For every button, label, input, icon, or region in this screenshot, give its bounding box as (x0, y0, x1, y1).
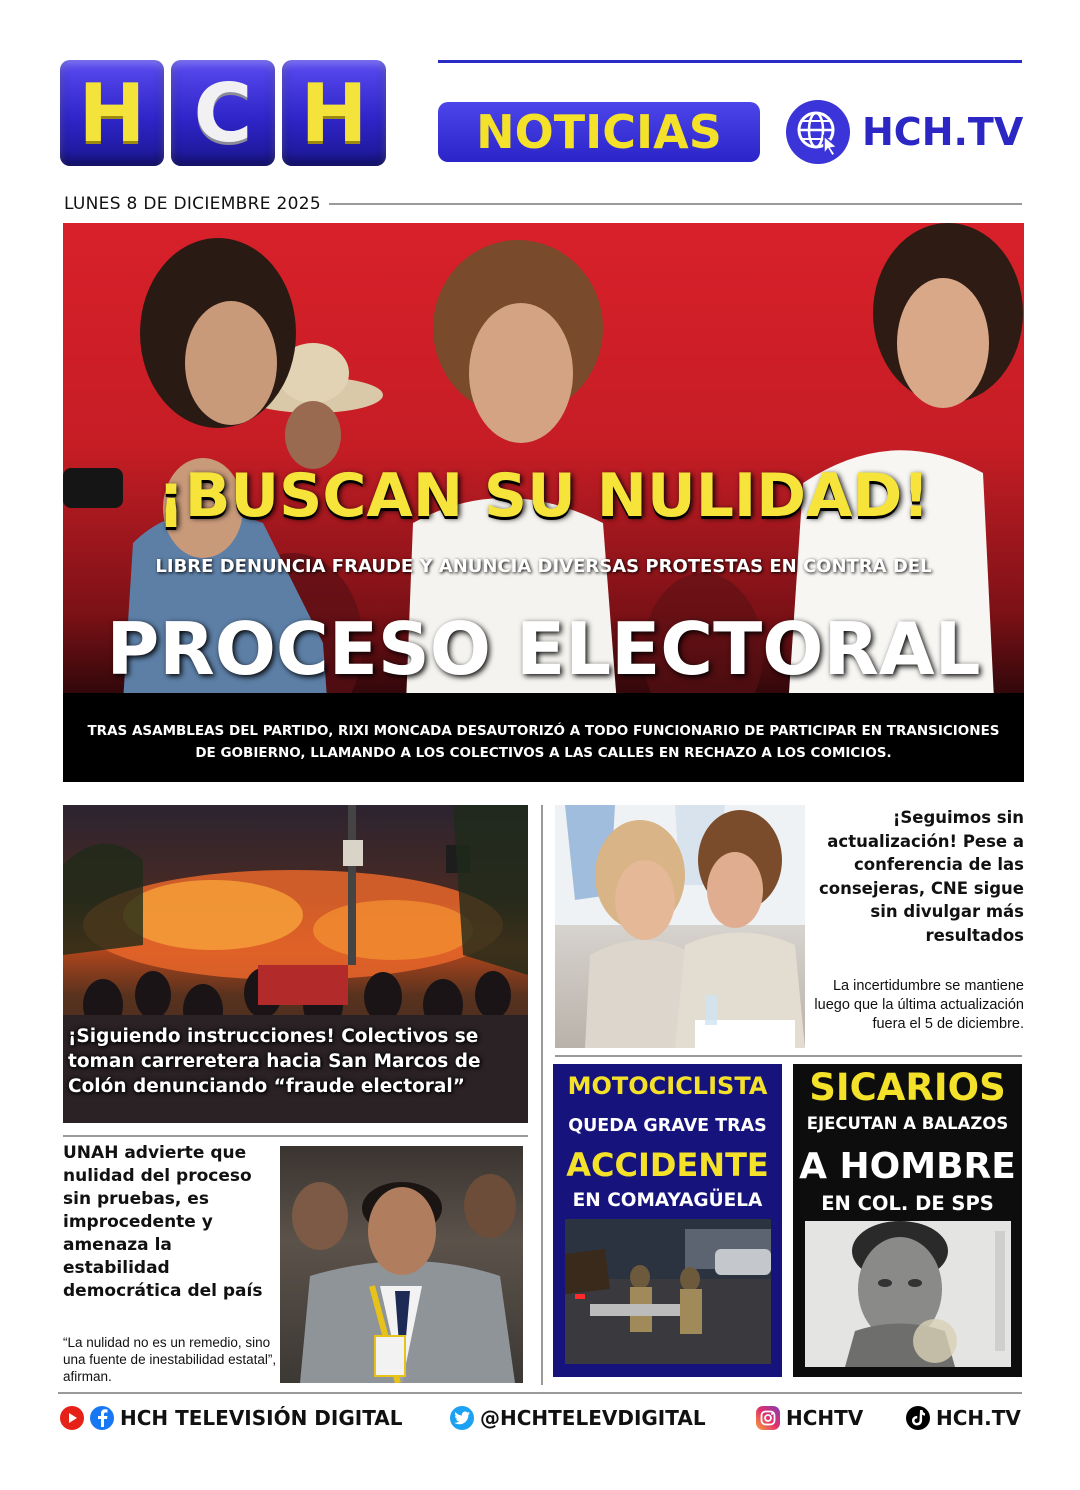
sicarios-line-2: EJECUTAN A BALAZOS (806, 1114, 1009, 1133)
hero-story[interactable] (63, 223, 1024, 782)
cne-headline[interactable]: ¡Seguimos sin actualización! Pese a conferencia de las consejeras, CNE sigue sin divulgar más resultados (819, 808, 1024, 945)
footer-facebook-youtube[interactable] (60, 1406, 403, 1430)
footer-tiktok[interactable] (906, 1406, 1021, 1430)
unah-photo (280, 1146, 523, 1383)
header-top-rule (438, 60, 1022, 63)
section-label: NOTICIAS (438, 102, 760, 162)
footer-twitter[interactable] (450, 1406, 706, 1430)
footer-tiktok-label: HCH.TV (936, 1406, 1021, 1430)
hero-subtitle: LIBRE DENUNCIA FRAUDE Y ANUNCIA DIVERSAS PROTESTAS EN CONTRA DEL (155, 556, 932, 577)
hero-kicker: ¡BUSCAN SU NULIDAD! (157, 461, 930, 531)
dateline-rule (329, 203, 1022, 205)
issue-date: LUNES 8 DE DICIEMBRE 2025 (64, 194, 321, 214)
sicarios-story[interactable] (793, 1064, 1022, 1377)
unah-headline[interactable]: UNAH advierte que nulidad del proceso sin pruebas, es improcedente y amenaza la estabilidad democrática del país (63, 1143, 263, 1301)
hch-logo[interactable] (60, 60, 386, 166)
moto-line-1: MOTOCICLISTA (567, 1072, 768, 1100)
tiktok-icon (906, 1406, 930, 1430)
footer-instagram[interactable] (756, 1406, 863, 1430)
moto-line-3: ACCIDENTE (566, 1146, 769, 1184)
facebook-icon (90, 1406, 114, 1430)
hero-title: PROCESO ELECTORAL (106, 607, 981, 691)
twitter-icon (450, 1406, 474, 1430)
logo-letter-c: C (171, 60, 275, 166)
unah-quote: “La nulidad no es un remedio, sino una fuente de inestabilidad estatal”, afirman. (63, 1335, 277, 1384)
logo-letter-h-1: H (60, 60, 164, 166)
left-column-rule (63, 1135, 528, 1137)
victim-id-photo (805, 1221, 1011, 1367)
site-url[interactable]: HCH.TV (862, 110, 1024, 154)
sicarios-line-1: SICARIOS (809, 1066, 1006, 1109)
dateline (64, 194, 1022, 214)
instagram-icon (756, 1406, 780, 1430)
moto-line-4: EN COMAYAGÜELA (572, 1190, 763, 1211)
cne-photo (555, 805, 805, 1048)
moto-line-2: QUEDA GRAVE TRAS (568, 1116, 767, 1136)
globe-cursor-icon (786, 100, 850, 164)
cne-body: La incertidumbre se mantiene luego que la última actualización fuera el 5 de diciembre. (814, 978, 1024, 1032)
colectivos-caption: ¡Siguiendo instrucciones! Colectivos se toman carreretera hacia San Marcos de Colón denunciando “fraude electoral” (68, 1026, 481, 1097)
sicarios-line-3: A HOMBRE (799, 1146, 1016, 1187)
footer-facebook-label: HCH TELEVISIÓN DIGITAL (120, 1406, 403, 1430)
accident-photo (565, 1219, 771, 1364)
right-column-rule (555, 1055, 1022, 1057)
hero-body: TRAS ASAMBLEAS DEL PARTIDO, RIXI MONCADA DESAUTORIZÓ A TODO FUNCIONARIO DE PARTICIPAR EN TRANSICIONES DE GOBIERNO, LLAMANDO A LOS COLECTIVOS A LAS CALLES EN RECHAZO A LOS COMICIOS. (87, 723, 1000, 761)
motociclista-story[interactable] (553, 1064, 782, 1377)
sicarios-line-4: EN COL. DE SPS (821, 1192, 994, 1215)
footer-instagram-label: HCHTV (786, 1406, 864, 1430)
footer-rule (58, 1392, 1022, 1394)
youtube-icon (60, 1406, 84, 1430)
column-divider (541, 805, 543, 1385)
footer-twitter-label: @HCHTELEVDIGITAL (480, 1406, 706, 1430)
logo-letter-h-2: H (282, 60, 386, 166)
